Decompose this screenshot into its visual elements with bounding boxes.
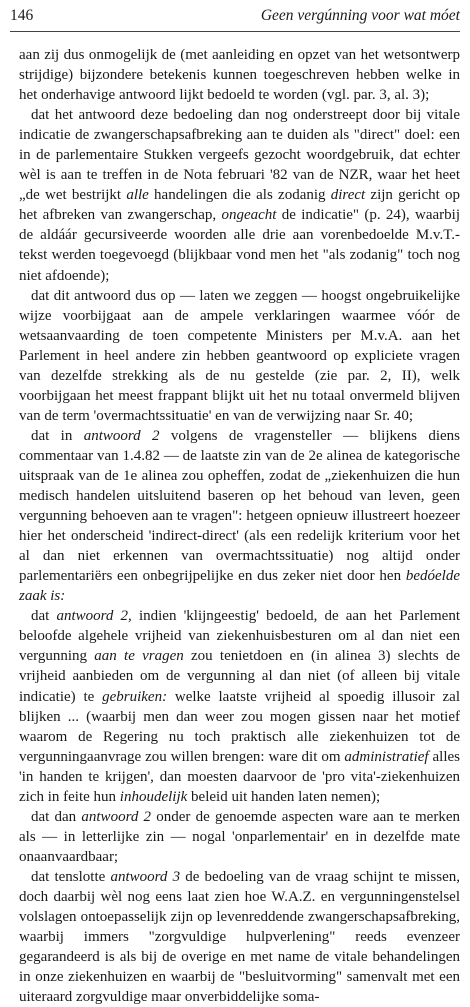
text-segment: zijn gericht op het afbreken van zwangerschap, bbox=[19, 187, 461, 224]
text-segment: handelingen die als zodanig bbox=[148, 187, 331, 204]
italic-text: antwoord 2 bbox=[83, 427, 160, 444]
text-segment: dat bbox=[31, 608, 57, 625]
text-segment: de indicatie" (p. 24), waarbij de aldáár gecursiveerde woorden alle drie aan vorenbedoelde M.v.T.-tekst werden toegevoegd (blijkbaar vond men het "als zodanig" toch nog niet afdoende); bbox=[19, 207, 460, 284]
paragraph bbox=[19, 426, 460, 606]
text-segment: volgens de vragensteller — blijkens diens commentaar van 1.4.82 — de laatste zin van de 2e alinea de kategorische uitspraak van de 1e alinea zou opheffen, zodat de „ziekenhuizen die hun medisch handelen uitsluitend baseren op het behoud van leven, geen vergunning behoeven aan te vragen": hetgeen opnieuw illustreert hoezeer hier het onderscheid 'indirect-direct' (als een redelijk kriterium voor het al dan niet erkennen van overmachtssituatie) nog altijd onder parlementariërs een onbegrijpelijke en dus zeker niet door hen bbox=[19, 427, 460, 585]
paragraph bbox=[19, 867, 460, 1007]
paragraph bbox=[19, 606, 460, 806]
body-text bbox=[19, 45, 460, 1007]
header-rule bbox=[10, 31, 460, 32]
italic-text: aan te vragen bbox=[94, 648, 184, 665]
text-segment: indien 'klijngeestig' bedoeld, de aan het Parlement beloofde algehele vrijheid van ziekenhuisbesturen om al dan niet een vergunning bbox=[19, 608, 461, 665]
running-title: Geen vergúnning voor wat móet bbox=[260, 7, 460, 24]
text-segment: dat dit antwoord dus op — laten we zeggen — hoogst ongebruikelijke wijze voorbijgaat aan de ampele verklaringen waarmee vóór de wetsaanvaarding de toen competente Ministers per M.v.A. aan het Parlement in heel andere zin hebben geantwoord op expliciete vragen van dezelfde strekking als de nu gestelde (zie par. 2, II), welk voorbijgaan het meest frappant blijkt uit het nu totaal onvermeld blijven van de term 'overmachtssituatie' en van de verwijzing naar Sr. 40; bbox=[19, 287, 460, 424]
text-segment: alles 'in handen te krijgen', dan moesten daarvoor de 'pro vita'-ziekenhuizen zich in feite hun bbox=[19, 748, 460, 805]
text-segment: dat in bbox=[31, 427, 84, 444]
text-segment: dat het antwoord deze bedoeling dan nog onderstreept door bij vitale indicatie de zwangerschapsafbreking aan te duiden als "direct" doel: een in de parlementaire Stukken vergeefs gezocht woordgebruik, dat echter wèl is aan te treffen in de Nota februari '82 van de NZR, waar het heet „de wet bestrijkt bbox=[19, 107, 460, 204]
text-segment: beleid uit handen laten nemen); bbox=[187, 788, 381, 805]
italic-text: alle bbox=[126, 187, 149, 204]
paragraph bbox=[19, 45, 460, 105]
paragraph bbox=[19, 105, 460, 285]
italic-text: inhoudelijk bbox=[119, 788, 188, 805]
italic-text: gebruiken: bbox=[102, 688, 168, 705]
italic-text: bedóelde zaak is: bbox=[19, 568, 460, 605]
italic-text: administratief bbox=[344, 748, 429, 765]
italic-text: antwoord 3 bbox=[110, 868, 181, 885]
text-segment: welke laatste vrijheid al spoedig illusoir zal blijken ... (waarbij men dan weer zou mogen gissen naar het motief waarom de Regering nu toch praktisch alle ziekenhuizen tot de vergunningaanvrage zou willen brengen: ware dit om bbox=[19, 688, 460, 765]
paragraph bbox=[19, 286, 460, 426]
text-segment: onder de genoemde aspecten ware aan te merken als — in letterlijke zin — nogal 'onparlementair' en in dezelfde mate onaanvaardbaar; bbox=[19, 808, 460, 865]
paragraph bbox=[19, 807, 460, 867]
text-segment: zou tenietdoen en (in alinea 3) slechts de vrijheid aanbieden om de vergunning al dan niet (of alleen bij vitale indicatie) te bbox=[19, 648, 460, 705]
italic-text: direct bbox=[330, 187, 366, 204]
page-number: 146 bbox=[10, 7, 34, 24]
text-segment: de bedoeling van de vraag schijnt te missen, doch daarbij wèl nog eens laat zien hoe W.A.Z. en vergunningenstelsel volslagen ontoepasselijk zijn op levenreddende zwangerschapsafbreking, waarbij immers "zorgvuldige hulpverlening" reeds evenzeer gegarandeerd is als bij de overige en met name de vitale behandelingen in onze ziekenhuizen en waarbij de "besluitvorming" samenvalt met een uiteraard zorgvuldige maar onverbiddelijke soma- bbox=[19, 868, 460, 1006]
italic-text: antwoord 2 bbox=[81, 808, 152, 825]
text-segment: aan zij dus onmogelijk de (met aanleiding en opzet van het wetsontwerp strijdige) bijzondere betekenis kunnen toegeschreven hebben welke in het onderhavige antwoord lijkt bedoeld te worden (vgl. par. 3, al. 3); bbox=[19, 47, 460, 104]
text-segment: dat dan bbox=[31, 808, 82, 825]
text-segment: dat tenslotte bbox=[31, 868, 111, 885]
page-header bbox=[10, 5, 460, 27]
italic-text: antwoord 2, bbox=[56, 608, 132, 625]
italic-text: ongeacht bbox=[221, 207, 277, 224]
